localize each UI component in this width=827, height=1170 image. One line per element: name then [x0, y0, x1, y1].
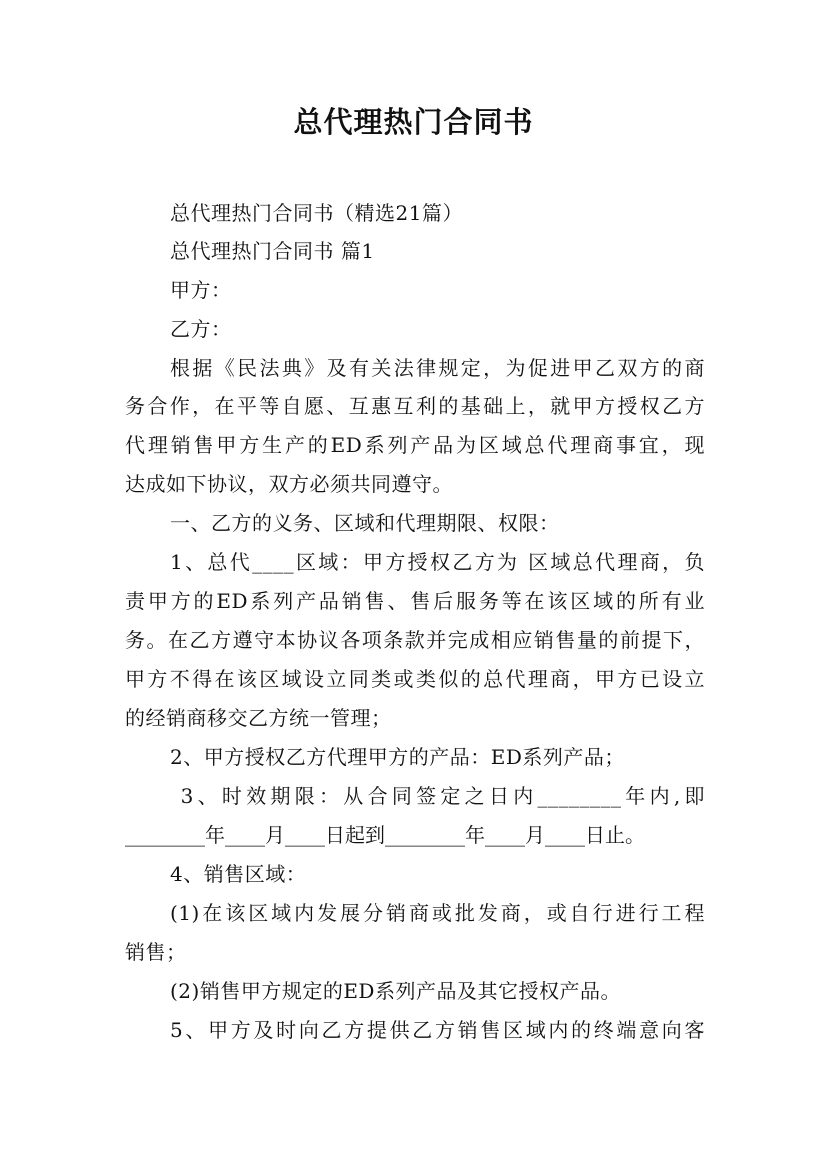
- document-title: 总代理热门合同书: [293, 105, 534, 139]
- paragraph-line: 5、甲方及时向乙方提供乙方销售区域内的终端意向客: [170, 1018, 705, 1042]
- paragraph-line: (2)销售甲方规定的ED系列产品及其它授权产品。: [170, 979, 621, 1003]
- paragraph-line: 4、销售区域：: [170, 862, 307, 886]
- paragraph-line: 责甲方的ED系列产品销售、售后服务等在该区域的所有业: [125, 589, 705, 613]
- paragraph-line: 销售；: [125, 940, 187, 964]
- paragraph-line: 务合作，在平等自愿、互惠互利的基础上，就甲方授权乙方: [125, 394, 705, 418]
- paragraph-line: 甲方不得在该区域设立同类或类似的总代理商，甲方已设立: [125, 667, 705, 691]
- paragraph-line: 达成如下协议，双方必须共同遵守。: [125, 472, 453, 496]
- paragraph-line: (1)在该区域内发展分销商或批发商，或自行进行工程: [170, 901, 705, 925]
- paragraph-line: 3、时效期限：从合同签定之日内________年内,即: [170, 784, 705, 808]
- party-a-label: 甲方：: [170, 278, 232, 302]
- paragraph-line: 的经销商移交乙方统一管理；: [125, 706, 392, 730]
- party-b-label: 乙方：: [170, 317, 232, 341]
- paragraph-line: 代理销售甲方生产的ED系列产品为区域总代理商事宜，现: [125, 433, 705, 457]
- paragraph-line: 1、总代____区域：甲方授权乙方为 区域总代理商，负: [170, 550, 705, 574]
- clause-heading: 一、乙方的义务、区域和代理期限、权限：: [170, 511, 560, 535]
- section-heading: 总代理热门合同书 篇1: [170, 239, 375, 263]
- paragraph-line: ________年____月____日起到________年____月____日止。: [125, 823, 645, 847]
- paragraph-line: 根据《民法典》及有关法律规定，为促进甲乙双方的商: [170, 356, 705, 380]
- paragraph-line: 2、甲方授权乙方代理甲方的产品：ED系列产品；: [170, 745, 625, 769]
- paragraph-line: 务。在乙方遵守本协议各项条款并完成相应销售量的前提下，: [125, 628, 705, 652]
- subtitle-line: 总代理热门合同书（精选21篇）: [170, 201, 463, 225]
